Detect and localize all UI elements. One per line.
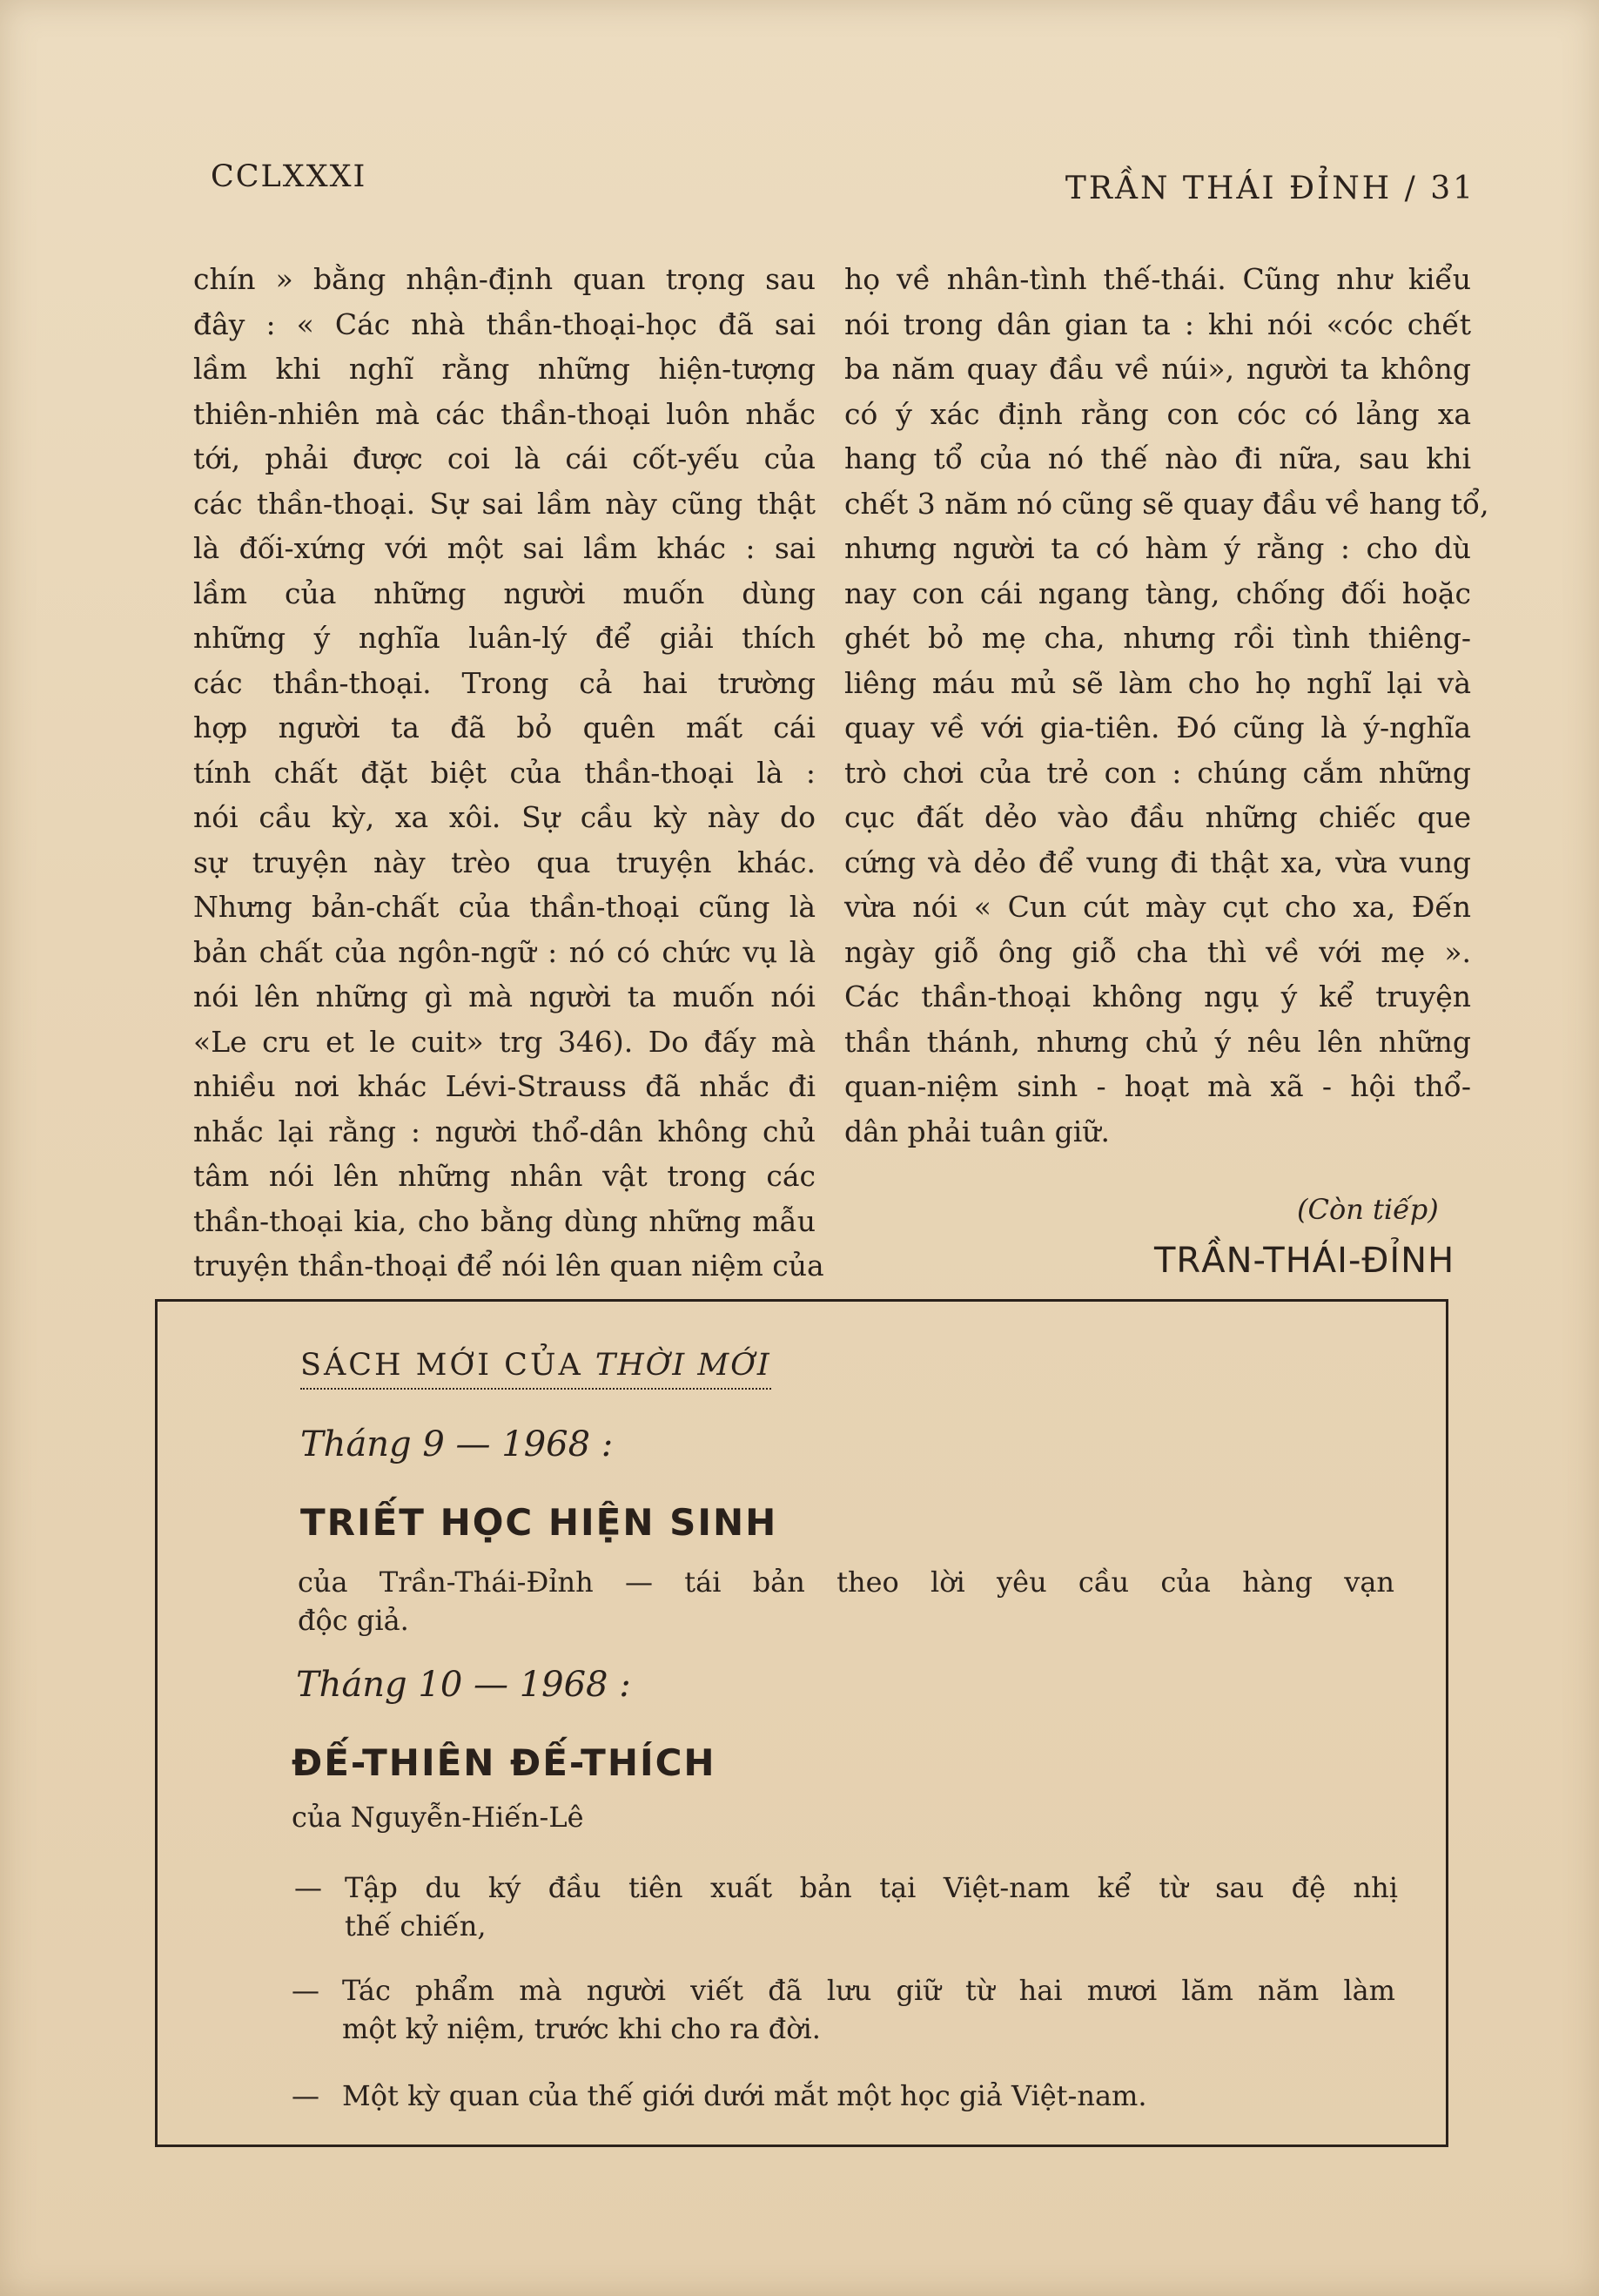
bullet-3-line1: Một kỳ quan của thế giới dưới mắt một học giả Việt-nam.: [342, 2079, 1147, 2112]
right-column-line: ngày giỗ ông giỗ cha thì về với mẹ ».: [844, 934, 1471, 969]
right-column-line: trò chơi của trẻ con : chúng cắm những: [844, 755, 1471, 790]
left-column-line: hợp người ta đã bỏ quên mất cái: [193, 710, 816, 744]
bullet-dash: —: [294, 1871, 322, 1904]
left-column-line: nói lên những gì mà người ta muốn nói: [193, 980, 816, 1013]
left-column-line: tới, phải được coi là cái cốt-yếu của: [193, 441, 816, 475]
right-column-line: cục đất dẻo vào đầu những chiếc que: [844, 800, 1471, 834]
author-signature: TRẦN-THÁI-ĐỈNH: [1154, 1241, 1455, 1281]
right-column-line: ba năm quay đầu về núi», người ta không: [844, 352, 1471, 386]
bullet-2-line1: Tác phẩm mà người viết đã lưu giữ từ hai mươi lăm năm làm: [342, 1974, 1395, 2007]
left-column-line: «Le cru et le cuit» trg 346). Do đấy mà: [193, 1024, 816, 1059]
left-column-line: lầm của những người muốn dùng: [193, 576, 816, 610]
left-column-line: chín » bằng nhận-định quan trọng sau: [193, 262, 816, 296]
right-column-line: họ về nhân-tình thế-thái. Cũng như kiểu: [844, 262, 1471, 296]
continued-note: (Còn tiếp): [1297, 1193, 1439, 1226]
ad-heading-publisher: THỜI MỚI: [595, 1348, 771, 1383]
right-column-line: Các thần-thoại không ngụ ý kể truyện: [844, 980, 1471, 1013]
left-column-line: nói cầu kỳ, xa xôi. Sự cầu kỳ này do: [193, 800, 816, 834]
book-title-1: TRIẾT HỌC HIỆN SINH: [300, 1501, 778, 1544]
left-column-line: nhiều nơi khác Lévi-Strauss đã nhắc đi: [193, 1069, 816, 1103]
running-header-left: CCLXXXI: [211, 159, 367, 194]
ad-month-2: Tháng 10 — 1968 :: [296, 1665, 631, 1705]
left-column-line: Nhưng bản-chất của thần-thoại cũng là: [193, 890, 816, 924]
right-column-line: ghét bỏ mẹ cha, nhưng rồi tình thiêng-: [844, 621, 1471, 655]
right-column-line: hang tổ của nó thế nào đi nữa, sau khi: [844, 441, 1471, 475]
bullet-2-line2: một kỷ niệm, trước khi cho ra đời.: [342, 2012, 821, 2045]
book1-description-line1: của Trần-Thái-Đỉnh — tái bản theo lời yêu cầu của hàng vạn: [298, 1565, 1394, 1599]
right-column-line: nhưng người ta có hàm ý rằng : cho dù: [844, 531, 1471, 565]
book1-description-line2: độc giả.: [298, 1604, 409, 1637]
bullet-1-line1: Tập du ký đầu tiên xuất bản tại Việt-nam kể từ sau đệ nhị: [345, 1871, 1398, 1904]
right-column-line: quan-niệm sinh - hoạt mà xã - hội thổ-: [844, 1069, 1471, 1103]
left-column-line: các thần-thoại. Sự sai lầm này cũng thật: [193, 486, 816, 521]
book-title-2: ĐẾ-THIÊN ĐẾ-THÍCH: [292, 1741, 716, 1784]
left-column-line: đây : « Các nhà thần-thoại-học đã sai: [193, 306, 816, 341]
ad-month-1: Tháng 9 — 1968 :: [300, 1424, 614, 1464]
running-header-right: TRẦN THÁI ĐỈNH / 31: [1065, 171, 1475, 206]
right-column-line: nay con cái ngang tàng, chống đối hoặc: [844, 576, 1471, 610]
right-column-line: thần thánh, nhưng chủ ý nêu lên những: [844, 1024, 1471, 1059]
left-column-line: thần-thoại kia, cho bằng dùng những mẫu: [193, 1203, 816, 1238]
right-column-line: quay về với gia-tiên. Đó cũng là ý-nghĩa: [844, 710, 1471, 744]
left-column-line: bản chất của ngôn-ngữ : nó có chức vụ là: [193, 934, 816, 969]
ad-heading: [300, 1348, 771, 1390]
left-column-line: những ý nghĩa luân-lý để giải thích: [193, 621, 816, 655]
bullet-1-line2: thế chiến,: [345, 1909, 487, 1943]
left-column-line: lầm khi nghĩ rằng những hiện-tượng: [193, 352, 816, 386]
right-column-line: cứng và dẻo để vung đi thật xa, vừa vung: [844, 845, 1471, 879]
right-column-line: liêng máu mủ sẽ làm cho họ nghĩ lại và: [844, 665, 1471, 700]
left-column-line: tính chất đặt biệt của thần-thoại là :: [193, 755, 816, 790]
bullet-dash: —: [292, 1974, 319, 2007]
left-column-line: nhắc lại rằng : người thổ-dân không chủ: [193, 1114, 816, 1148]
left-column-line: là đối-xứng với một sai lầm khác : sai: [193, 531, 816, 565]
left-column-line: tâm nói lên những nhân vật trong các: [193, 1159, 816, 1193]
right-column-line: chết 3 năm nó cũng sẽ quay đầu về hang tổ,: [844, 486, 1489, 521]
ad-heading-prefix: SÁCH MỚI CỦA: [300, 1348, 583, 1383]
right-column: [844, 257, 1489, 1154]
right-column-line: có ý xác định rằng con cóc có lảng xa: [844, 396, 1471, 431]
left-column-line: thiên-nhiên mà các thần-thoại luôn nhắc: [193, 396, 816, 431]
left-column: [193, 257, 824, 1289]
book2-author: của Nguyễn-Hiến-Lê: [292, 1801, 584, 1834]
left-column-line: các thần-thoại. Trong cả hai trường: [193, 665, 816, 700]
right-column-line: nói trong dân gian ta : khi nói «cóc chết: [844, 306, 1471, 341]
left-column-line: sự truyện này trèo qua truyện khác.: [193, 845, 816, 879]
bullet-dash: —: [292, 2079, 319, 2112]
left-column-line: truyện thần-thoại để nói lên quan niệm của: [193, 1249, 824, 1283]
right-column-line: vừa nói « Cun cút mày cụt cho xa, Đến: [844, 890, 1471, 924]
right-column-line: dân phải tuân giữ.: [844, 1114, 1110, 1148]
